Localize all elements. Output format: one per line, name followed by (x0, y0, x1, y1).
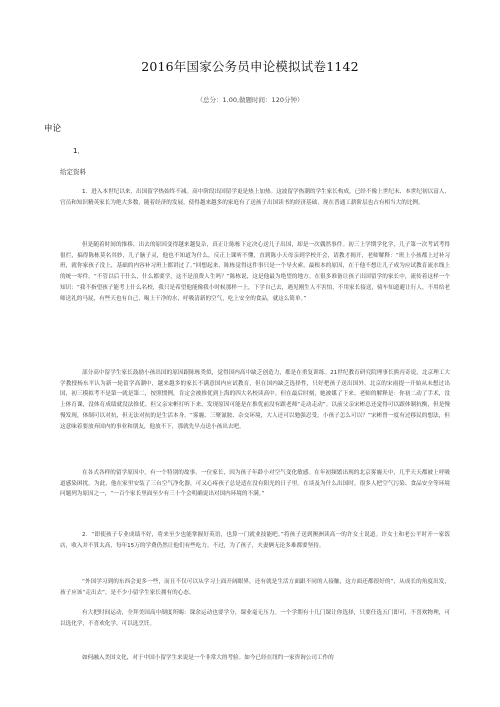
paragraph: 如何融入美国文化，对于中国小留学生来说是一个非常大的考验。如今已经在纽约一家咨询公司工作的 (82, 655, 334, 661)
paragraph: 但是随着时间的推移，出去的原因变得越来越复杂，真正让陈栋下定决心送儿子出国，却是一次偶然事件。初三上学期学化学，儿子第一次考试考得很烂，搞得陈栋莫名其妙，儿子脑子灵，他也不知道为什么，反正上课听不懂，直到陈小天母亲到学校开会，请教才揭开，老师解释：“班上小孩都上过补习班，就你家孩子没上，基础的内容补习班上都讲过了。”回想起来，陈栋觉得这件事只是一个导火索，最根本的原因，在于他不想让儿子成为应试教育流水线上的统一零件。“不管以后干什么，什么都要学，这不是浪费人生吗？”陈栋说，这是他最为绝望的地方。在很多准备让孩子出国留学的家长中，流传着这样一个知识：“我不指望孩子能考上什么名校，我只是希望他能像我小时候那样一上，下学自己去，遇见刚生人不害怕，不用家长接送，骑车知道避让行人，不用给老师送礼的马屁，有些天也有自己，喝上干净的水，呼吸清新的空气，吃上安全的食品，就这么简单。” (60, 242, 450, 302)
section-heading: 申论 (44, 124, 62, 134)
paragraph: 有大把时间运动，全拜美国高中制度所赐：课余运动也要学分，课业毫无压力。一个学期有十几门课让你选择，只要任选五门即可，不喜欢物理，可以选化学，不喜欢化学，可以选烹饪。 (60, 610, 450, 627)
question-number: 1． (73, 147, 85, 155)
paragraph: 在各式各样的留学原因中，有一个特别的故事。一位家长，因为孩子年龄小对空气变化敏感。在年初频繁出现的北京雾霾天中，几乎天天都被上呼吸道感染困扰。为此，他在家里安装了三台空气净化器，可又心疼孩子总是适在没有阳光的日子里。在谈及为什么出国时，很多人把空气污染、食品安全等环境问题列为原因之一，“一百个家长里面至少有三十个会明确说出对国内环境的不满。” (60, 470, 450, 498)
material-label: 给定资料 (60, 168, 86, 176)
paragraph: “外国学习到的东西会更多一些，而且不仅可以从学习上面开阔眼界，还有就是生活方面跟不同的人接触，这方面还都很好的”，从成长的角度出发，孩子应该“走出去”，是不少小留学生家长拥有的心态。 (60, 579, 450, 596)
paragraph: 1．进入本世纪以来，出国留学热始终不减。高中阶段出国留学更是热上加热。这波留学热潮的学生家长构成，已经不像上世纪末、本世纪初以富人、官员和知识精英家长为绝大多数，随着经济的发展，使得越来越多的家庭有了送孩子出国读书的经济基础，现在普通工薪阶层也占有相当大的比例。 (60, 189, 450, 206)
paragraph: 部分高中留学生家长鼓励小孩出国的原因跟陈栋类似，觉得国内高中缺乏创造力，都是在重复训练。21世纪教育研究院理事长熊丙奇说，北京理工大学教授杨东平认为新一轮留学高潮中，越来越多的家长不满意国内应试教育，但在国内缺乏选择性，只好把孩子送出国外。北京的宋雨提一开始从未想过出国，初三模拟考不是第一就是第二，按照惯例，肯定会被推优到上海的四大名校读高中。但在最后时刻，她被媒了下来。老师的解释是：你初二动了手术，没上体育课，没体育成绩就没法推优。但父亲宋彬打听下来，发现原因可能是在推优前没有跟老师“走动走动”。以前父亲宋彬总还觉得可以跟体制抗衡，但是慢慢发现，体制可以对抗，但无法对抗的是生活本身。“雾霾、三聚氰胺、杂交环境，大人还可以勉强忍受，小孩子怎么可以？”宋彬曾一度有过移民的想法，但这意味着要放弃国内的事业和朋友，他放不下，那就先早点送小孩出去吧。 (60, 370, 450, 430)
document-subtitle: （总分：1.00,做题时间：120分钟） (196, 96, 304, 104)
document-title: 2016年国家公务员申论模拟试卷1142 (141, 59, 359, 74)
paragraph: 2．“即使孩子专业成绩不好，将来至少也能掌握好英语，也算一门就业技能吧。”将孩子送到澳洲读高一的许女士说道。许女士和老公平时开一家饭店，收入并不算太高，每年15万的学费仍然让他们有些吃力。不过，为了孩子，夫妻俩无论多难都要坚持。 (60, 532, 450, 549)
